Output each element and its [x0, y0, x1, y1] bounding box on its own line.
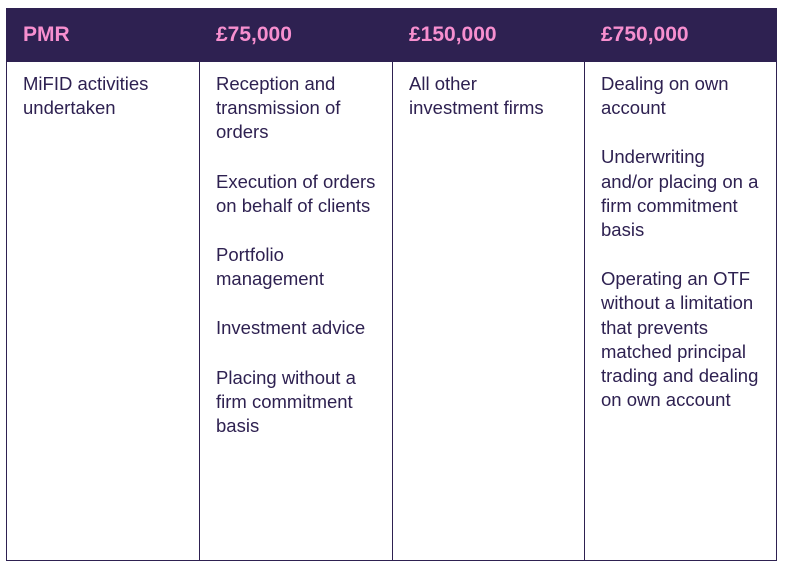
activity-item: Reception and transmission of orders — [216, 73, 341, 143]
activity-item: Portfolio management — [216, 244, 324, 290]
header-row — [7, 8, 777, 62]
cell-750000-activities — [585, 62, 777, 561]
header-150000: £150,000 — [393, 8, 585, 62]
activity-item: Underwriting and/or placing on a firm commitment basis — [601, 146, 759, 241]
cell-text: MiFID activities undertaken — [23, 73, 149, 119]
cell-75000-activities — [200, 62, 393, 561]
table-header — [7, 8, 777, 62]
activity-item: Execution of orders on behalf of clients — [216, 170, 376, 216]
table-row — [7, 62, 777, 561]
header-75000: £75,000 — [200, 8, 393, 62]
activity-item: Placing without a firm commitment basis — [216, 366, 356, 437]
cell-mifid-activities — [7, 62, 200, 561]
cell-150000-activities — [393, 62, 585, 561]
activity-item: All other investment firms — [409, 73, 544, 119]
header-750000: £750,000 — [585, 8, 777, 62]
pmr-table — [6, 8, 777, 561]
activity-item: Dealing on own account — [601, 73, 729, 119]
activity-item: Investment advice — [216, 317, 366, 339]
table-body — [7, 62, 777, 561]
activity-item: Operating an OTF without a limitation that prevents matched principal trading and dealing on own account — [601, 268, 759, 411]
header-pmr: PMR — [7, 8, 200, 62]
